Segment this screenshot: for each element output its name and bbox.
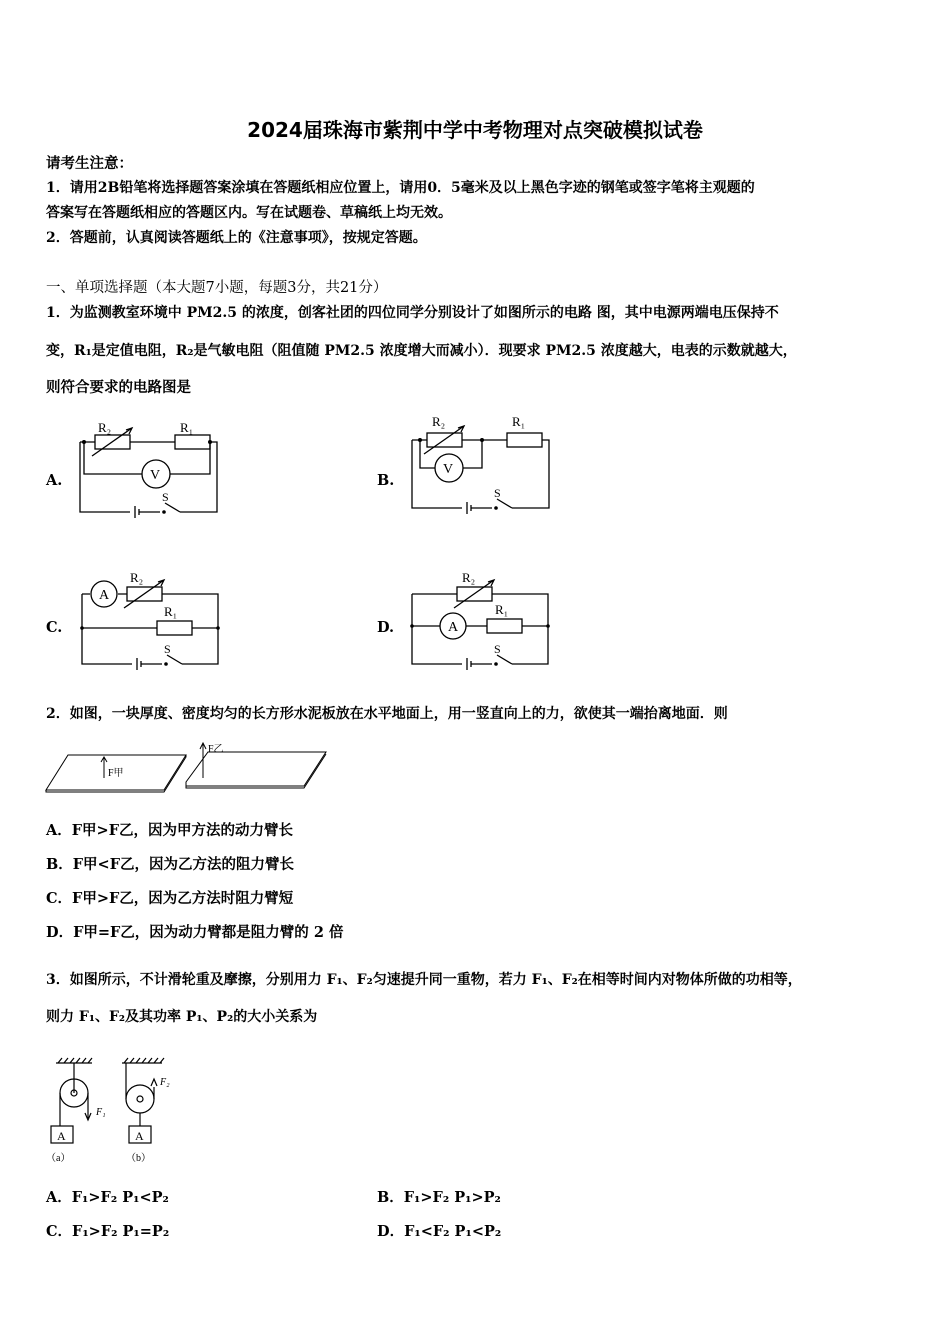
- q1-stem-line-1: 1．为监测教室环境中 PM2.5 的浓度，创客社团的四位同学分别设计了如图所示的电路 图，其中电源两端电压保持不: [46, 305, 779, 321]
- circuit-d-r1-label: R₁: [495, 602, 509, 617]
- q2-f-yi-label: F乙: [208, 744, 224, 755]
- circuit-d-diagram: [402, 568, 562, 678]
- circuit-a-r2-label: R₂: [98, 420, 112, 435]
- q3-option-d[interactable]: D．F₁<F₂ P₁<P₂: [377, 1223, 502, 1240]
- q1-stem-line-3: 则符合要求的电路图是: [46, 379, 191, 396]
- q3-f2-label: F₂: [160, 1077, 170, 1088]
- circuit-a-r1-label: R₁: [180, 420, 194, 435]
- notice-line-3: 2．答题前，认真阅读答题纸上的《注意事项》，按规定答题。: [46, 230, 427, 246]
- q3-caption-b: （b）: [126, 1153, 151, 1164]
- circuit-b-r1-label: R₁: [512, 414, 526, 429]
- q3-block-a-left: A: [57, 1129, 66, 1143]
- q3-option-a[interactable]: A．F₁>F₂ P₁<P₂: [46, 1189, 169, 1206]
- page-title: 2024届珠海市紫荆中学中考物理对点突破模拟试卷: [247, 118, 703, 142]
- notice-line-1: 1．请用2B铅笔将选择题答案涂填在答题纸相应位置上，请用0．5毫米及以上黑色字迹的钢笔或签字笔将主观题的: [46, 180, 755, 196]
- circuit-c-r1-label: R₁: [164, 604, 178, 619]
- circuit-a-voltmeter: V: [150, 468, 161, 483]
- q3-stem-line-2: 则力 F₁、F₂及其功率 P₁、P₂的大小关系为: [46, 1009, 318, 1025]
- notice-heading: 请考生注意：: [46, 155, 133, 172]
- q2-stem: 2．如图，一块厚度、密度均匀的长方形水泥板放在水平地面上，用一竖直向上的力，欲使其一端抬离地面．则: [46, 706, 728, 722]
- circuit-a-switch-label: S: [162, 490, 169, 504]
- circuit-c-ammeter: A: [99, 588, 110, 603]
- q3-option-b[interactable]: B．F₁>F₂ P₁>P₂: [377, 1189, 501, 1206]
- q3-caption-a: （a）: [46, 1153, 71, 1164]
- q1-stem-line-2: 变，R₁是定值电阻，R₂是气敏电阻（阻值随 PM2.5 浓度增大而减小）．现要求 PM2.5 浓度越大，电表的示数就越大，: [46, 343, 797, 359]
- q3-block-a-right: A: [135, 1129, 144, 1143]
- circuit-c-switch-label: S: [164, 642, 171, 656]
- circuit-c-diagram: [72, 568, 232, 678]
- q3-f1-label: F₁: [96, 1107, 106, 1118]
- q2-option-c[interactable]: C．F甲>F乙，因为乙方法时阻力臂短: [46, 890, 294, 907]
- circuit-d-ammeter: A: [448, 620, 459, 635]
- q2-option-a[interactable]: A．F甲>F乙，因为甲方法的动力臂长: [46, 822, 293, 839]
- q1-option-d[interactable]: D.: [377, 619, 395, 636]
- circuit-d-switch-label: S: [494, 642, 501, 656]
- section-heading: 一、单项选择题（本大题7小题，每题3分，共21分）: [46, 280, 388, 296]
- circuit-a-diagram: [70, 412, 230, 522]
- circuit-b-r2-label: R₂: [432, 414, 446, 429]
- q2-option-b[interactable]: B．F甲<F乙，因为乙方法的阻力臂长: [46, 856, 294, 873]
- q2-f-jia-label: F甲: [108, 768, 124, 779]
- q3-pulley-diagram: [44, 1055, 194, 1170]
- q1-option-b[interactable]: B.: [377, 472, 395, 489]
- circuit-b-switch-label: S: [494, 486, 501, 500]
- q3-stem-line-1: 3．如图所示，不计滑轮重及摩擦，分别用力 F₁、F₂匀速提升同一重物，若力 F₁、F₂在相等时间内对物体所做的功相等，: [46, 972, 802, 988]
- q3-option-c[interactable]: C．F₁>F₂ P₁=P₂: [46, 1223, 170, 1240]
- q2-slab-diagram: [44, 740, 334, 796]
- q1-option-c[interactable]: C.: [46, 619, 63, 636]
- circuit-c-r2-label: R₂: [130, 570, 144, 585]
- circuit-b-voltmeter: V: [443, 462, 454, 477]
- q1-option-a[interactable]: A.: [46, 472, 63, 489]
- notice-line-2: 答案写在答题纸相应的答题区内。写在试题卷、草稿纸上均无效。: [46, 205, 452, 221]
- circuit-b-diagram: [402, 410, 562, 520]
- q2-option-d[interactable]: D．F甲=F乙，因为动力臂都是阻力臂的 2 倍: [46, 924, 344, 941]
- circuit-d-r2-label: R₂: [462, 570, 476, 585]
